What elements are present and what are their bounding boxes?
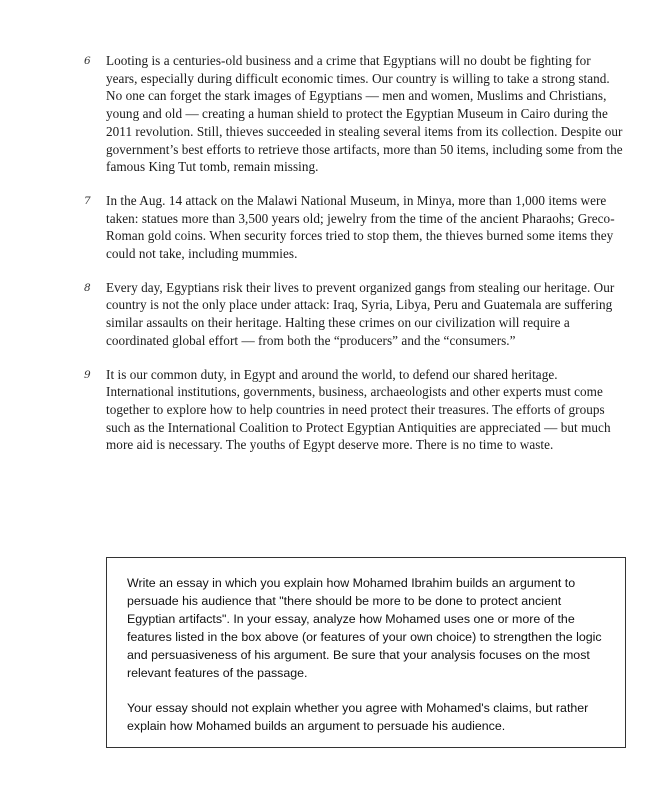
paragraph-text: Looting is a centuries-old business and a crime that Egyptians will no doubt be fighting for years, especially during difficult economic times. Our country is willing to take a strong stand. No one can forget the stark images of Egyptians — men and women, Muslims and Christians, young and old — creating a human shield to protect the Egyptian Museum in Cairo during the 2011 revolution. Still, thieves succeeded in stealing several items from its collection. Despite our government’s best efforts to retrieve those artifacts, more than 50 items, including some from the famous King Tut tomb, remain missing.: [106, 53, 623, 175]
paragraph-8: [84, 279, 624, 350]
prompt-note: Your essay should not explain whether you agree with Mohamed's claims, but rather explain how Mohamed builds an argument to persuade his audience.: [127, 701, 589, 733]
paragraph-6: [84, 52, 624, 176]
paragraph-number: 9: [84, 368, 91, 381]
paragraph-number: 6: [84, 55, 91, 67]
paragraph-text: It is our common duty, in Egypt and around the world, to defend our shared heritage. International institutions, governments, business, archaeologists and other experts must come together to explore how to help countries in need protect their treasures. The efforts of groups such as the International Coalition to Protect Egyptian Antiquities are appreciated — but much more aid is necessary. The youths of Egypt deserve more. There is no time to waste.: [106, 366, 611, 453]
paragraph-text: In the Aug. 14 attack on the Malawi National Museum, in Minya, more than 1,000 items were taken: statues more than 3,500 years old; jewelry from the time of the ancient Pharaohs; Greco-Roman gold coins. When security forces tried to stop them, the thieves burned some items they could not take, including mummies.: [106, 192, 615, 262]
paragraph-9: [84, 366, 624, 455]
passage: [84, 52, 624, 470]
paragraph-7: [84, 192, 624, 263]
paragraph-text: Every day, Egyptians risk their lives to prevent organized gangs from stealing our heritage. Our country is not the only place under attack: Iraq, Syria, Libya, Peru and Guatemala are suffering similar assaults on their heritage. Halting these crimes on our civilization will require a coordinated global effort — from both the “producers” and the “consumers.”: [106, 279, 615, 348]
essay-prompt-box: [106, 557, 626, 748]
prompt-instructions: Write an essay in which you explain how Mohamed Ibrahim builds an argument to persuade his audience that "there should be more to be done to protect ancient Egyptian artifacts". In your essay, analyze how Mohamed uses one or more of the features listed in the box above (or features of your own choice) to strengthen the logic and persuasiveness of his argument. Be sure that your analysis focuses on the most relevant features of the passage.: [127, 576, 602, 680]
paragraph-number: 8: [84, 281, 91, 294]
paragraph-number: 7: [84, 194, 91, 207]
